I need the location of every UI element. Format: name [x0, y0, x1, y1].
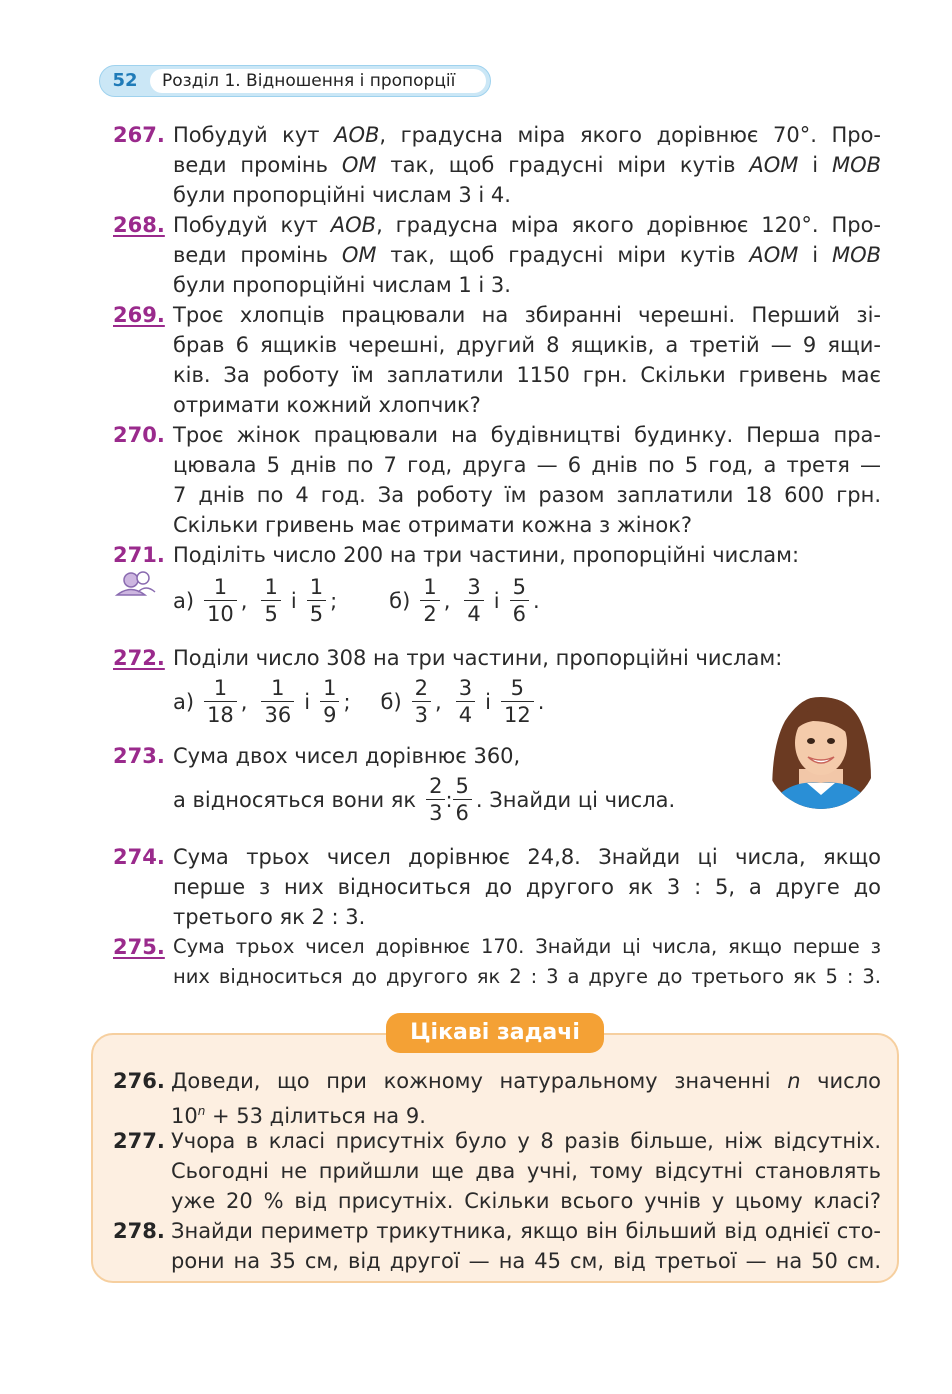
task-text — [173, 420, 881, 540]
task-277 — [113, 1126, 881, 1216]
task-274 — [113, 842, 881, 932]
task-text — [171, 1216, 881, 1276]
task-line: цювала 5 днів по 7 год, друга — 6 днів по 5 год, а третя — — [173, 453, 881, 477]
fraction — [420, 574, 439, 627]
numerator: 1 — [423, 575, 437, 599]
task-text — [173, 210, 881, 300]
task-number: 277. — [113, 1129, 165, 1153]
angle-label: OM — [341, 243, 377, 267]
page-header — [99, 65, 491, 97]
numerator: 1 — [309, 575, 324, 599]
task-line: Знайди периметр трикутника, якщо він більший від однієї сто- — [171, 1219, 881, 1243]
task-parts — [173, 574, 540, 627]
task-line: Сума трьох чисел дорівнює 24,8. Знайди ці числа, якщо — [173, 845, 881, 869]
denominator: 5 — [307, 600, 326, 627]
part-a-label: а) — [173, 588, 195, 613]
angle-label: OM — [341, 153, 377, 177]
fraction — [426, 773, 445, 826]
task-268 — [113, 210, 881, 300]
task-number: 276. — [113, 1069, 165, 1093]
part-a-label: а) — [173, 689, 195, 714]
page-number: 52 — [112, 70, 138, 91]
numerator: 1 — [323, 676, 337, 700]
part-a — [173, 574, 337, 627]
task-line: ків. За роботу їм заплатили 1150 грн. Скільки гривень має — [173, 363, 881, 387]
fraction — [456, 675, 475, 728]
denominator: 6 — [510, 600, 529, 627]
numerator: 2 — [414, 676, 429, 700]
task-line: Троє хлопців працювали на збиранні черешні. Перший зі- — [173, 303, 881, 327]
part-b — [381, 675, 545, 728]
conjunction: і — [304, 689, 311, 714]
task-text — [173, 842, 881, 932]
conjunction: і — [493, 588, 500, 613]
task-text — [173, 932, 881, 992]
angle-label: AOM — [749, 243, 799, 267]
task-line: Сьогодні не прийшли ще два учні, тому відсутні становлять — [171, 1159, 881, 1183]
task-line: Поділіть число 200 на три частини, пропорційні числам: — [173, 543, 800, 567]
numerator: 5 — [510, 676, 524, 700]
numerator: 3 — [458, 676, 473, 700]
task-number: 274. — [113, 845, 165, 869]
denominator: 6 — [453, 799, 472, 826]
ratio-colon: : — [445, 787, 453, 812]
task-line: веди промінь OM так, щоб градусні міри кутів AOM і MOB — [173, 243, 882, 267]
denominator: 12 — [501, 701, 534, 728]
task-number: 271. — [113, 543, 165, 567]
part-a — [173, 675, 351, 728]
angle-label: AOB — [334, 123, 380, 147]
task-line: уже 20 % від присутніх. Скільки всього учнів у цьому класі? — [171, 1189, 881, 1213]
part-b-label: б) — [380, 689, 402, 714]
comma: , — [435, 689, 442, 714]
task-text — [173, 540, 881, 570]
variable: n — [787, 1069, 801, 1093]
fraction — [261, 675, 294, 728]
fraction — [261, 574, 280, 627]
two-people-icon — [114, 570, 158, 602]
task-text — [173, 300, 881, 420]
comma: , — [443, 588, 451, 613]
task-line — [171, 1066, 881, 1096]
semicolon: ; — [343, 689, 351, 714]
task-line: Побудуй кут AOB, градусна міра якого дорівнює 70°. Про- — [173, 123, 881, 147]
task-number[interactable]: 275. — [113, 935, 165, 959]
task-number: 273. — [113, 744, 165, 768]
angle-label: AOB — [330, 213, 377, 237]
fraction — [204, 574, 237, 627]
task-number[interactable]: 272. — [113, 646, 165, 670]
task-line: Побудуй кут AOB, градусна міра якого дорівнює 120°. Про- — [173, 213, 881, 237]
task-text — [173, 741, 881, 771]
fraction — [464, 574, 483, 627]
numerator: 1 — [264, 575, 278, 599]
task-line: них відноситься до другого як 2 : 3 а друге до третього як 5 : 3. — [173, 965, 881, 988]
text-part: число — [800, 1069, 881, 1093]
ratio-line — [173, 773, 675, 826]
task-line: веди промінь OM так, щоб градусні міри кутів AOM і MOB — [173, 153, 882, 177]
task-271 — [113, 540, 881, 626]
denominator: 4 — [464, 600, 483, 627]
fraction — [501, 675, 534, 728]
angle-label: MOB — [831, 243, 882, 267]
period: . — [537, 689, 545, 714]
denominator: 9 — [320, 701, 339, 728]
conjunction: і — [290, 588, 297, 613]
text-part: + 53 ділиться на 9. — [205, 1104, 426, 1128]
denominator: 10 — [204, 600, 237, 627]
task-number: 270. — [113, 423, 165, 447]
task-number[interactable]: 269. — [113, 303, 165, 327]
comma: , — [240, 588, 248, 613]
task-text — [171, 1126, 881, 1216]
power-base: 10 — [171, 1104, 198, 1128]
task-line: перше з них відноситься до другого як 3 : 5, а друге до — [173, 875, 881, 899]
task-line: були пропорційні числам 3 і 4. — [173, 183, 511, 207]
task-line: рони на 35 см, від другої — на 45 см, від третьої — на 50 см. — [171, 1249, 881, 1273]
semicolon: ; — [330, 588, 338, 613]
denominator: 3 — [426, 799, 445, 826]
ratio-end: . Знайди ці числа. — [475, 787, 676, 812]
task-270 — [113, 420, 881, 540]
part-b — [389, 574, 540, 627]
task-line: Троє жінок працювали на будівництві будинку. Перша пра- — [173, 423, 881, 447]
task-line: Сума двох чисел дорівнює 360, — [173, 744, 521, 768]
denominator: 18 — [204, 701, 237, 728]
angle-label: MOB — [831, 153, 882, 177]
task-267 — [113, 120, 881, 210]
task-276 — [113, 1066, 881, 1131]
task-line: 7 днів по 4 год. За роботу їм разом заплатили 18 600 грн. — [173, 483, 881, 507]
numerator: 1 — [213, 676, 228, 700]
task-line: Поділи число 308 на три частини, пропорційні числам: — [173, 646, 783, 670]
task-number: 267. — [113, 123, 165, 147]
task-parts — [173, 675, 544, 728]
ratio-text: а відносяться вони як — [173, 787, 417, 812]
denominator: 5 — [261, 600, 280, 627]
fraction — [204, 675, 237, 728]
task-line: Сума трьох чисел дорівнює 170. Знайди ці числа, якщо перше з — [173, 935, 881, 958]
numerator: 1 — [271, 676, 285, 700]
task-number[interactable]: 268. — [113, 213, 165, 237]
fraction — [412, 675, 431, 728]
task-278 — [113, 1216, 881, 1276]
fraction — [320, 675, 339, 728]
denominator: 3 — [412, 701, 431, 728]
comma: , — [240, 689, 248, 714]
task-272 — [113, 643, 881, 727]
task-275 — [113, 932, 881, 992]
period: . — [532, 588, 540, 613]
task-text — [173, 120, 881, 210]
task-line: Скільки гривень має отримати кожна з жінок? — [173, 513, 693, 537]
task-line: були пропорційні числам 1 і 3. — [173, 273, 511, 297]
task-text — [173, 643, 881, 673]
denominator: 36 — [261, 701, 294, 728]
denominator: 4 — [456, 701, 475, 728]
task-text — [171, 1066, 881, 1131]
text-part: Доведи, що при кожному натуральному значенні — [171, 1069, 788, 1093]
numerator: 2 — [429, 774, 443, 798]
fraction — [307, 574, 326, 627]
conjunction: і — [485, 689, 491, 714]
task-273 — [113, 741, 881, 825]
fraction — [510, 574, 529, 627]
task-269 — [113, 300, 881, 420]
fraction — [453, 773, 472, 826]
numerator: 5 — [512, 575, 526, 599]
task-line: отримати кожний хлопчик? — [173, 393, 481, 417]
section-title: Розділ 1. Відношення і пропорції — [150, 69, 486, 93]
interesting-problems-title: Цікаві задачі — [386, 1013, 604, 1053]
denominator: 2 — [420, 600, 439, 627]
task-line: Учора в класі присутніх було у 8 разів більше, ніж відсутніх. — [171, 1129, 881, 1153]
numerator: 1 — [213, 575, 228, 599]
numerator: 3 — [467, 575, 481, 599]
task-number: 278. — [113, 1219, 165, 1243]
angle-label: AOM — [749, 153, 799, 177]
task-line: брав 6 ящиків черешні, другий 8 ящиків, а третій — 9 ящи- — [173, 333, 881, 357]
numerator: 5 — [455, 774, 469, 798]
exponent-var: n — [197, 1104, 206, 1118]
task-line: третього як 2 : 3. — [173, 905, 366, 929]
part-b-label: б) — [389, 588, 411, 613]
